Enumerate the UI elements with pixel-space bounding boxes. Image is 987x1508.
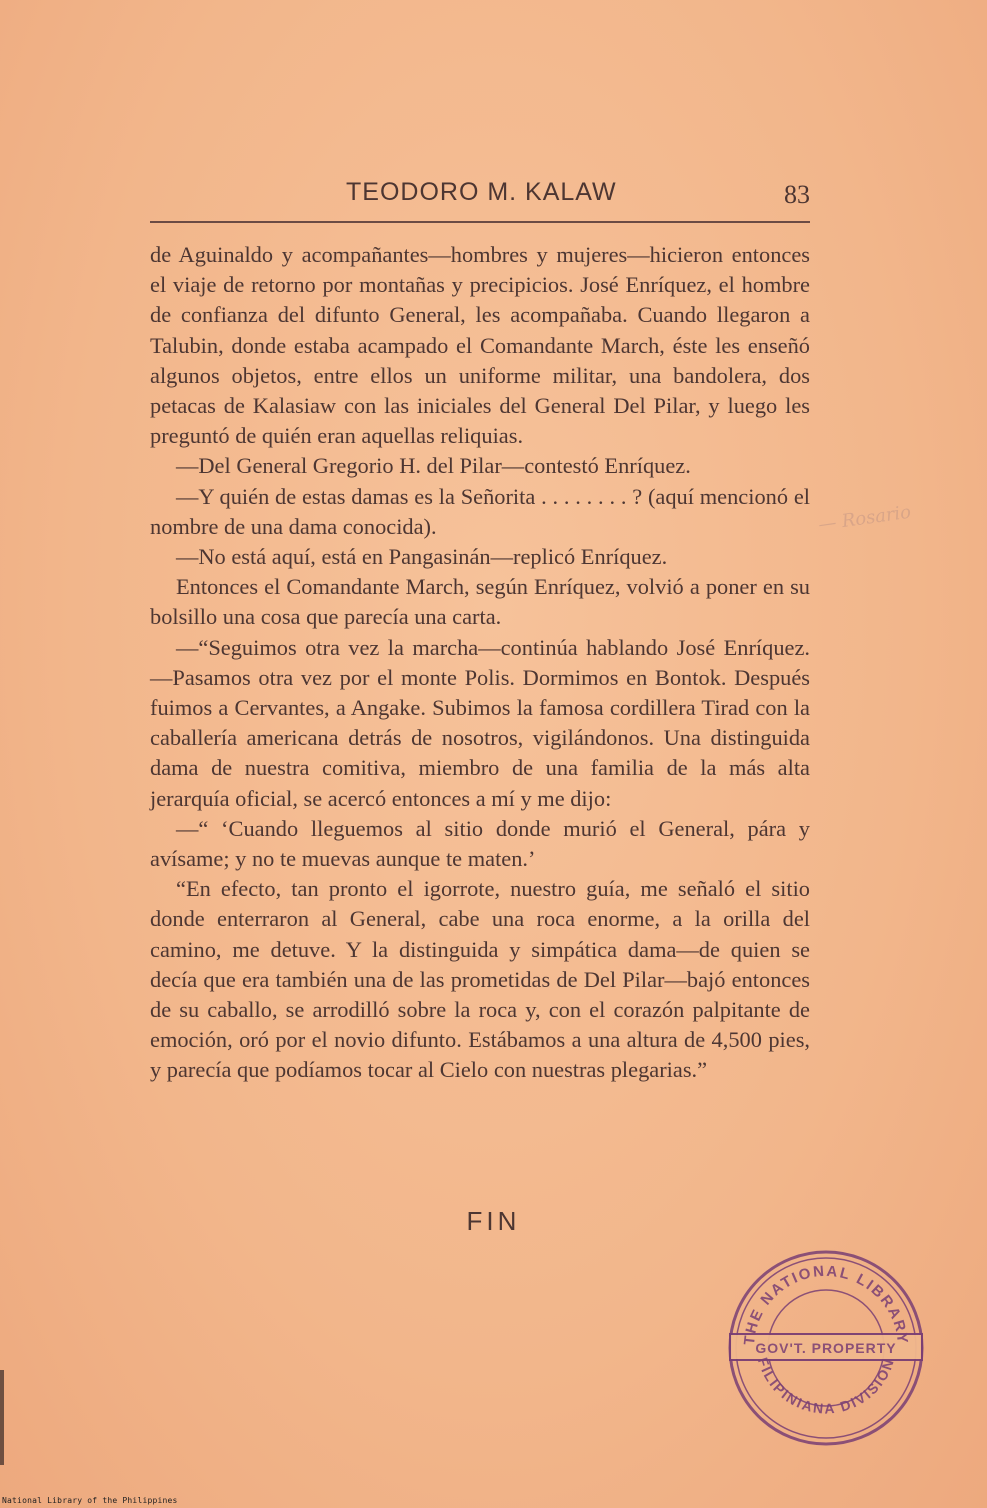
- handwritten-margin-note: — Rosario: [816, 501, 913, 536]
- running-head: [150, 178, 810, 216]
- paragraph: de Aguinaldo y acompañantes—hombres y mujeres—hicieron entonces el viaje de retorno por montañas y precipicios. José Enríquez, el hombre de confianza del difunto General, les acompañaba. Cuando llegaron a Talubin, donde estaba acampado el Comandante March, éste les enseñó algunos objetos, entre ellos un uniforme militar, una bandolera, dos petacas de Kalasiaw con las iniciales del General Del Pilar, y luego les preguntó de quién eran aquellas reliquias.: [150, 242, 810, 449]
- stamp-top-text: THE NATIONAL LIBRARY: [740, 1262, 912, 1346]
- paragraph: “En efecto, tan pronto el igorrote, nuestro guía, me señaló el sitio donde enterraron al General, cabe una roca enorme, a la orilla del camino, me detuve. Y la distinguida y simpática dama—de quien se decía que era también una de las prometidas de Del Pilar—bajó entonces de su caballo, se arrodilló sobre la roca y, con el corazón palpitante de emoción, oró por el novio difunto. Estábamos a una altura de 4,500 pies, y parecía que podíamos tocar al Cielo con nuestras plegarias.”: [150, 876, 810, 1083]
- running-title: TEODORO M. KALAW: [346, 178, 617, 206]
- stamp-band-text: GOV'T. PROPERTY: [755, 1340, 897, 1356]
- closing-fin: FIN: [466, 1206, 521, 1236]
- paragraph: —“Seguimos otra vez la marcha—continúa hablando José Enríquez.—Pasamos otra vez por el monte Polis. Dormimos en Bontok. Después fuimos a Cervantes, a Angake. Subimos la famosa cordillera Tirad con la caballería americana detrás de nosotros, vigilándonos. Una distinguida dama de nuestra comitiva, miembro de una familia de la más alta jerarquía oficial, se acercó entonces a mí y me dijo:: [150, 634, 810, 811]
- header-rule: [150, 221, 810, 223]
- body-text: [150, 240, 810, 1086]
- svg-text:FILIPINIANA DIVISION: [755, 1355, 897, 1416]
- paragraph: —Del General Gregorio H. del Pilar—contestó Enríquez.: [176, 453, 691, 479]
- paragraph: —“ ‘Cuando lleguemos al sitio donde murió el General, pára y avísame; y no te muevas aunque te maten.’: [150, 815, 810, 872]
- paragraph: —Y quién de estas damas es la Señorita . . . . . . . . ? (aquí mencionó el nombre de una dama conocida).: [150, 483, 810, 539]
- paragraph: —No está aquí, está en Pangasinán—replicó Enríquez.: [176, 544, 668, 570]
- library-stamp-seal: [726, 1248, 926, 1448]
- page-number: 83: [784, 180, 810, 209]
- paragraph: Entonces el Comandante March, según Enríquez, volvió a poner en su bolsillo una cosa que parecía una carta.: [150, 574, 810, 630]
- page-edge-mark: [0, 1370, 4, 1465]
- footer-credit: National Library of the Philippines: [2, 1496, 178, 1505]
- stamp-bottom-text: FILIPINIANA DIVISION: [754, 1355, 898, 1417]
